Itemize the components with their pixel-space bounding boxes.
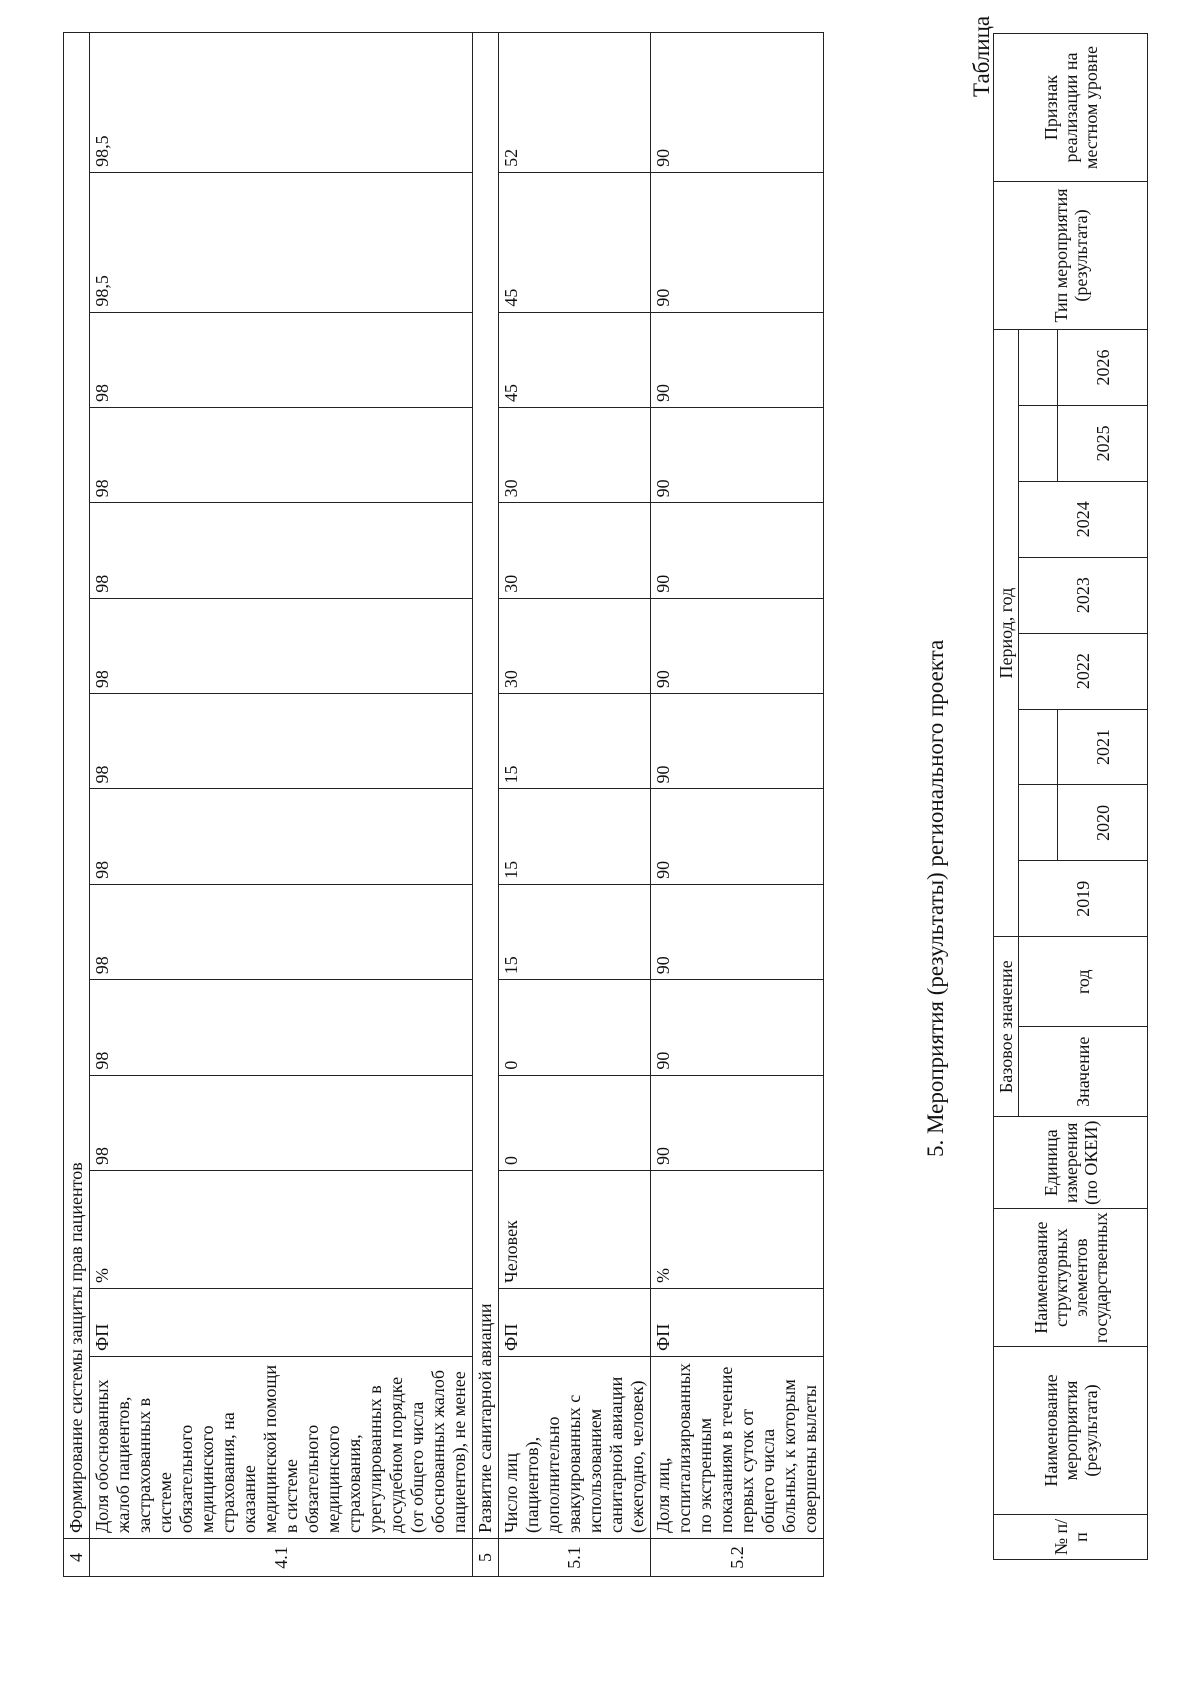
- row-5-2-value: 90: [651, 1075, 824, 1170]
- row-4-1-value: 98: [90, 408, 473, 503]
- row-5-1-value: 15: [499, 884, 651, 979]
- section-5-row: [473, 33, 499, 1577]
- indicators-table: [63, 32, 824, 1577]
- header-year: 2021: [1058, 709, 1148, 785]
- row-5-2-value: 90: [651, 312, 824, 407]
- row-4-1-value: 98: [90, 694, 473, 789]
- header-base-value-year: год: [1019, 937, 1148, 1027]
- row-5-2-value: 90: [651, 980, 824, 1075]
- row-4-1-value: 98,5: [90, 172, 473, 312]
- row-5-1-type: ФП: [499, 1289, 651, 1357]
- header-year-top: [1019, 330, 1058, 406]
- row-4-1-value: 98,5: [90, 33, 473, 173]
- row-4-1-value: 98: [90, 1075, 473, 1170]
- row-5-1-value: 52: [499, 33, 651, 173]
- row-5-2-value: 90: [651, 503, 824, 598]
- row-4-1-value: 98: [90, 789, 473, 884]
- header-base-value-value: Значение: [1019, 1027, 1148, 1117]
- row-5-2-value: 90: [651, 694, 824, 789]
- header-year: 2024: [1019, 481, 1148, 557]
- header-number: № п/п: [994, 1515, 1148, 1560]
- header-year: 2020: [1058, 785, 1148, 861]
- header-measure-type: Тип мероприятия (результата): [994, 182, 1148, 330]
- header-period: Период, год: [994, 330, 1019, 937]
- row-5-1-value: 30: [499, 598, 651, 693]
- header-unit: Единица измерения (по ОКЕИ): [994, 1117, 1148, 1209]
- row-4-1-value: 98: [90, 980, 473, 1075]
- row-5-2-number: 5.2: [651, 1539, 824, 1577]
- row-5-2-description: Доля лиц, госпитализированных по экстренным показаниям в течение первых суток от общего числа больных, к которым совершены вылеты: [651, 1357, 824, 1539]
- row-5-1-value: 15: [499, 694, 651, 789]
- row-4-1: [90, 33, 473, 1577]
- row-5-2-value: 90: [651, 598, 824, 693]
- header-local-level: Признак реализации на местном уровне: [994, 34, 1148, 182]
- row-4-1-value: 98: [90, 503, 473, 598]
- row-4-1-unit: %: [90, 1171, 473, 1289]
- row-4-1-value: 98: [90, 598, 473, 693]
- row-5-1-unit: Человек: [499, 1171, 651, 1289]
- row-5-1-value: 45: [499, 172, 651, 312]
- row-5-1-number: 5.1: [499, 1539, 651, 1577]
- row-5-1-value: 30: [499, 408, 651, 503]
- section-5-number: 5: [473, 1539, 499, 1577]
- row-5-2-unit: %: [651, 1171, 824, 1289]
- row-5-2-value: 90: [651, 408, 824, 503]
- row-4-1-number: 4.1: [90, 1539, 473, 1577]
- section-4-number: 4: [64, 1539, 90, 1577]
- row-5-2: [651, 33, 824, 1577]
- row-5-2-value: 90: [651, 172, 824, 312]
- row-5-1-value: 0: [499, 1075, 651, 1170]
- header-year: 2019: [1019, 861, 1148, 937]
- header-year: 2026: [1058, 330, 1148, 406]
- row-5-1-value: 0: [499, 980, 651, 1075]
- header-year-top: [1019, 785, 1058, 861]
- row-5-1-value: 15: [499, 789, 651, 884]
- measures-header-row-1: [994, 34, 1019, 1560]
- measures-table: [993, 33, 1148, 1560]
- header-year-top: [1019, 709, 1058, 785]
- section-5-heading: 5. Мероприятия (результаты) регионального проекта: [923, 639, 948, 1157]
- header-structural-elements: Наименование структурных элементов государственных: [994, 1209, 1148, 1347]
- row-4-1-description: Доля обоснованных жалоб пациентов, застрахованных в системе обязательного медицинского страхования, на оказание медицинской помощи в системе обязательного медицинского страхования, урегулированных в досудебном порядке (от общего числа обоснованных жалоб пациентов), не менее: [90, 1357, 473, 1539]
- section-5-title: Развитие санитарной авиации: [473, 33, 499, 1539]
- section-4-row: [64, 33, 90, 1577]
- row-5-2-type: ФП: [651, 1289, 824, 1357]
- row-5-1: [499, 33, 651, 1577]
- row-5-2-value: 90: [651, 884, 824, 979]
- row-4-1-type: ФП: [90, 1289, 473, 1357]
- row-4-1-value: 98: [90, 312, 473, 407]
- row-4-1-value: 98: [90, 884, 473, 979]
- row-5-2-value: 90: [651, 789, 824, 884]
- header-measure-name: Наименование мероприятия (результата): [994, 1347, 1148, 1515]
- header-year: 2025: [1058, 405, 1148, 481]
- table-caption: Таблица: [969, 15, 994, 97]
- row-5-1-value: 30: [499, 503, 651, 598]
- row-5-1-description: Число лиц (пациентов), дополнительно эвакуированных с использованием санитарной авиации (ежегодно, человек): [499, 1357, 651, 1539]
- header-base-value: Базовое значение: [994, 937, 1019, 1117]
- header-year: 2022: [1019, 633, 1148, 709]
- header-year-top: [1019, 405, 1058, 481]
- section-4-title: Формирование системы защиты прав пациентов: [64, 33, 90, 1539]
- header-year: 2023: [1019, 557, 1148, 633]
- row-5-2-value: 90: [651, 33, 824, 173]
- row-5-1-value: 45: [499, 312, 651, 407]
